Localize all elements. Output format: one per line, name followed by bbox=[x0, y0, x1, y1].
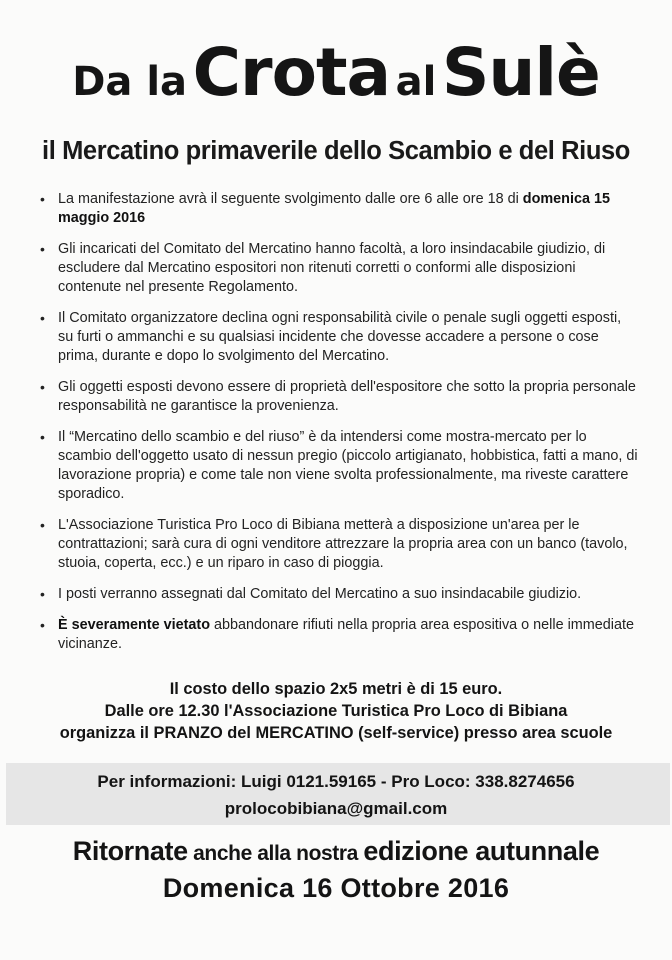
rule-item bbox=[40, 428, 640, 504]
rule-after-text: abbandonare rifiuti nella propria area espositiva o nelle immediate vicinanze. bbox=[58, 617, 634, 652]
title-part-sule: Sulè bbox=[441, 34, 600, 111]
title-part-al: al bbox=[395, 59, 437, 105]
bullet-icon: • bbox=[40, 310, 45, 326]
bullet-icon: • bbox=[40, 617, 45, 633]
contact-line: Per informazioni: Luigi 0121.59165 - Pro Loco: 338.8274656 bbox=[97, 772, 575, 791]
rule-text: Il Comitato organizzatore declina ogni responsabilità civile o penale sugli oggetti esposti, su furti o ammanchi e su qualsiasi incidente che dovesse accadere a persone o cose prima, durante e dopo lo svolgimento del Mercatino. bbox=[58, 310, 622, 364]
cost-line: Il costo dello spazio 2x5 metri è di 15 euro. bbox=[169, 680, 503, 698]
rule-item bbox=[40, 616, 640, 654]
lunch-line-1: Dalle ore 12.30 l'Associazione Turistica Pro Loco di Bibiana bbox=[104, 702, 568, 720]
lunch-line-2: organizza il PRANZO del MERCATINO (self-service) presso area scuole bbox=[59, 724, 613, 742]
rule-text: L'Associazione Turistica Pro Loco di Bibiana metterà a disposizione un'area per le contrattazioni; sarà cura di ogni venditore attrezzare la propria area con un banco (tavolo, stuoia, coperta, ecc.) e un riparo in caso di pioggia. bbox=[58, 517, 628, 571]
flyer-subtitle: il Mercatino primaverile dello Scambio e del Riuso bbox=[42, 137, 630, 165]
rule-text: I posti verranno assegnati dal Comitato del Mercatino a suo insindacabile giudizio. bbox=[58, 586, 582, 602]
bullet-icon: • bbox=[40, 586, 45, 602]
contact-email: prolocobibiana@gmail.com bbox=[224, 799, 448, 818]
footer-date: Domenica 16 Ottobre 2016 bbox=[162, 873, 510, 903]
rule-item bbox=[40, 516, 640, 573]
footer-ritornate: Ritornate bbox=[72, 836, 188, 866]
cost-and-lunch-block bbox=[0, 678, 672, 744]
title-part-da-la: Da la bbox=[72, 59, 188, 105]
rule-text: Il “Mercatino dello scambio e del riuso” è da intendersi come mostra-mercato per lo scambio dell'oggetto usato di nessun pregio (piccolo artigianato, hobbistica, fatti a mano, di lavorazione propria) e come tale non viene svolta professionalmente, ma riveste carattere sporadico. bbox=[58, 429, 638, 502]
rule-item bbox=[40, 378, 640, 416]
title-part-crota: Crota bbox=[192, 34, 391, 111]
flyer-title bbox=[0, 34, 672, 111]
rule-item bbox=[40, 585, 640, 604]
footer-edizione-autunnale: edizione autunnale bbox=[363, 836, 600, 866]
rule-bold-text: È severamente vietato bbox=[58, 617, 210, 633]
rule-item bbox=[40, 240, 640, 297]
rule-text: Gli oggetti esposti devono essere di proprietà dell'espositore che sotto la propria personale responsabilità ne garantisce la provenienza. bbox=[58, 379, 636, 414]
rules-list bbox=[40, 190, 640, 666]
rule-text: La manifestazione avrà il seguente svolgimento dalle ore 6 alle ore 18 di bbox=[58, 191, 523, 207]
footer-return-line bbox=[0, 836, 672, 867]
bullet-icon: • bbox=[40, 191, 45, 207]
bullet-icon: • bbox=[40, 429, 45, 445]
rule-text: Gli incaricati del Comitato del Mercatino hanno facoltà, a loro insindacabile giudizio, di escludere dal Mercatino espositori non ritenuti corretti o conformi alle disposizioni contenute nel presente Regolamento. bbox=[58, 241, 606, 295]
rule-item bbox=[40, 309, 640, 366]
rule-bold-text: domenica 15 maggio 2016 bbox=[58, 191, 610, 226]
rule-item bbox=[40, 190, 640, 228]
bullet-icon: • bbox=[40, 241, 45, 257]
bullet-icon: • bbox=[40, 379, 45, 395]
bullet-icon: • bbox=[40, 517, 45, 533]
footer-middle-text: anche alla nostra bbox=[187, 842, 364, 865]
